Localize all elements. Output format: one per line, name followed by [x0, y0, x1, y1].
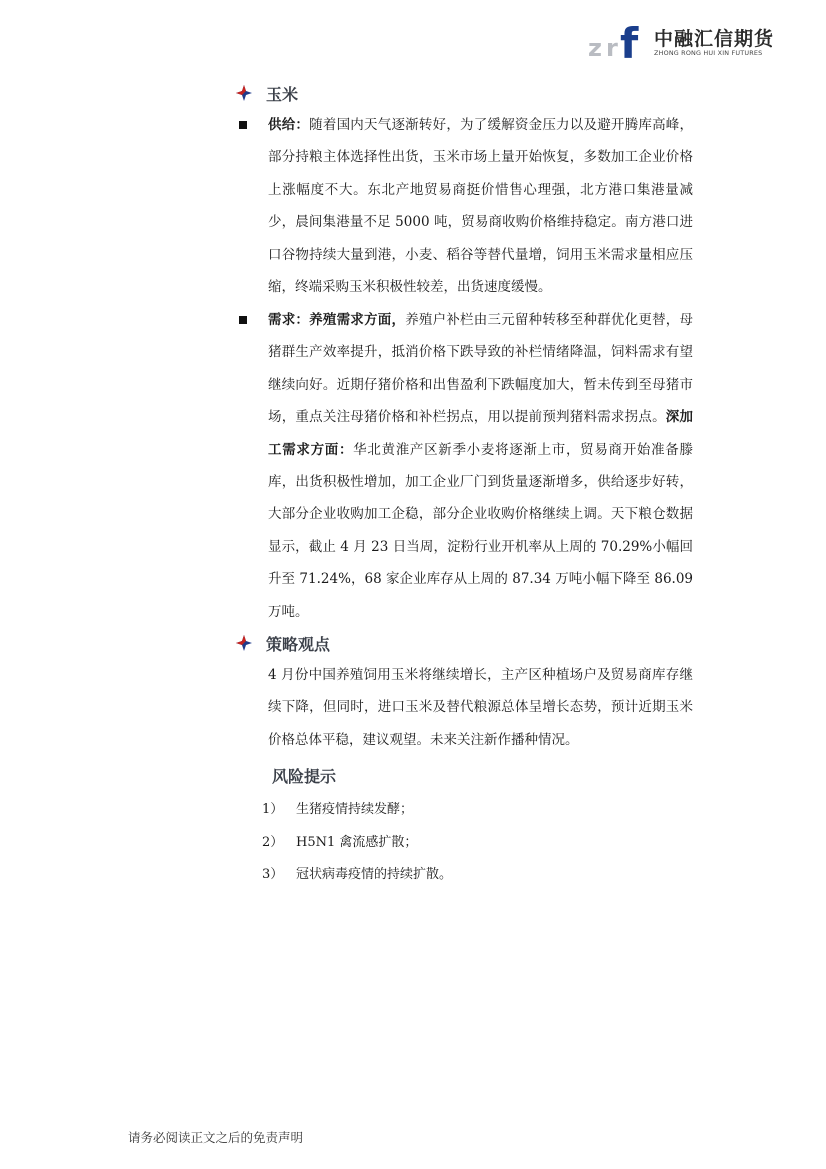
diamond-cross-bullet-icon	[236, 85, 252, 101]
logo-text-cn: 中融汇信期货	[654, 28, 775, 50]
risk-item-text: 冠状病毒疫情的持续扩散。	[296, 867, 453, 882]
demand-sub2-text: 华北黄淮产区新季小麦将逐渐上市，贸易商开始准备滕库，出货积极性增加，加工企业厂门到货量逐渐增多，供给逐步好转，大部分企业收购加工企稳，部分企业收购价格继续上调。天下粮仓数据显示，截止 4 月 23 日当周，淀粉行业开机率从上周的 70.29%小幅回升至 71.24%，68 家企业库存从上周的 87.34 万吨小幅下降至 86.09 万吨。	[268, 441, 694, 620]
section-title: 玉米	[266, 85, 299, 104]
zrf-logo-mark-icon	[588, 20, 650, 62]
risk-item-text: 生猪疫情持续发酵；	[296, 802, 414, 817]
risk-item-number: 3）	[262, 867, 284, 882]
risk-item	[262, 798, 413, 817]
risk-item-number: 2）	[262, 835, 284, 850]
supply-label: 供给：	[268, 117, 310, 133]
disclaimer-footer: 请务必阅读正文之后的免责声明	[128, 1130, 304, 1145]
demand-sub2-label: 深加工需求方面：	[268, 409, 694, 458]
company-logo	[588, 20, 778, 62]
supply-text: 随着国内天气逐渐转好，为了缓解资金压力以及避开腾库高峰，部分持粮主体选择性出货，玉米市场上量开始恢复，多数加工企业价格上涨幅度不大。东北产地贸易商挺价惜售心理强，北方港口集港量减少，晨间集港量不足 5000 吨，贸易商收购价格维持稳定。南方港口进口谷物持续大量到港，小麦、稻谷等替代量增，饲用玉米需求量相应压缩，终端采购玉米积极性较差，出货速度缓慢。	[268, 117, 694, 296]
risk-title: 风险提示	[272, 767, 337, 786]
risk-item-text: H5N1 禽流感扩散；	[296, 835, 418, 850]
risk-item	[262, 863, 452, 882]
square-bullet-icon	[239, 316, 247, 324]
svg-text:f: f	[620, 20, 639, 62]
supply-paragraph	[268, 109, 693, 303]
logo-text-en: ZHONG RONG HUI XIN FUTURES	[654, 49, 763, 57]
risk-item-number: 1）	[262, 802, 284, 817]
diamond-cross-bullet-icon	[236, 635, 252, 651]
demand-sub1-text: 养殖户补栏由三元留种转移至种群优化更替，母猪群生产效率提升，抵消价格下跌导致的补栏情绪降温，饲料需求有望继续向好。近期仔猪价格和出售盈利下跌幅度加大，暂未传到至母猪市场，重点关注母猪价格和补栏拐点，用以提前预判猪料需求拐点。	[268, 312, 694, 426]
demand-sub1-label: 养殖需求方面，	[309, 312, 406, 328]
demand-label: 需求：	[268, 312, 310, 328]
svg-text:r: r	[606, 34, 618, 62]
section-title: 策略观点	[266, 635, 331, 654]
risk-item	[262, 831, 417, 850]
svg-text:z: z	[588, 34, 602, 62]
square-bullet-icon	[239, 121, 247, 129]
demand-paragraph	[268, 304, 693, 628]
strategy-paragraph: 4 月份中国养殖饲用玉米将继续增长，主产区种植场户及贸易商库存继续下降，但同时，进口玉米及替代粮源总体呈增长态势，预计近期玉米价格总体平稳，建议观望。未来关注新作播种情况。	[268, 667, 693, 748]
